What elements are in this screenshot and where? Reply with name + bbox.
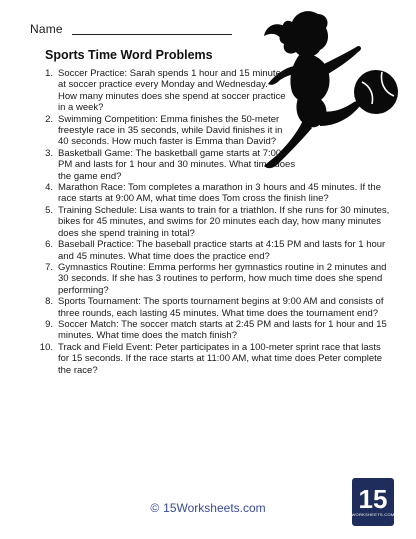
logo-caption: WORKSHEETS.COM: [351, 512, 395, 517]
copyright-icon: ©: [150, 501, 160, 515]
problem-text: Soccer Match: The soccer match starts at 2:45 PM and lasts for 1 hour and 15 minutes. What time does the match finish?: [58, 318, 387, 342]
problem-item: [36, 68, 286, 114]
problem-item: [36, 114, 286, 148]
problem-number: 6.: [45, 239, 53, 251]
problem-item: [36, 342, 391, 376]
worksheet-title: Sports Time Word Problems: [45, 48, 213, 62]
problem-item: [36, 262, 391, 296]
word-problem-list: [36, 68, 391, 376]
name-field: [30, 22, 232, 36]
problem-text: Soccer Practice: Sarah spends 1 hour and 15 minutes at soccer practice every Monday and Wednesday. How many minutes does she spend at soccer practice in a week?: [58, 68, 286, 114]
problem-number: 9.: [45, 318, 53, 330]
problem-number: 5.: [45, 204, 53, 216]
problem-item: [36, 296, 391, 319]
problem-text: Baseball Practice: The baseball practice starts at 4:15 PM and lasts for 1 hour and 45 minutes. What time does the practice end?: [58, 239, 386, 262]
name-blank-line: [72, 33, 232, 35]
problem-number: 3.: [45, 147, 53, 159]
problem-number: 4.: [45, 182, 53, 194]
problem-item: [36, 319, 391, 342]
problem-text: Basketball Game: The basketball game starts at 7:00 PM and lasts for 1 hour and 30 minutes. What time does the game end?: [58, 147, 296, 182]
name-label: Name: [30, 22, 63, 36]
problem-number: 7.: [45, 261, 53, 273]
footer-site-link[interactable]: 15Worksheets.com: [163, 501, 266, 515]
problem-item: [36, 239, 391, 262]
problem-number: 8.: [45, 296, 53, 308]
problem-text: Track and Field Event: Peter participates in a 100-meter sprint race that lasts for 15 seconds. If the race starts at 11:00 AM, what time does Peter complete the race?: [58, 341, 383, 376]
problem-text: Gymnastics Routine: Emma performs her gymnastics routine in 2 minutes and 30 seconds. If she has 3 routines to perform, how much time does she spend performing?: [58, 261, 387, 296]
problem-number: 1.: [45, 68, 53, 79]
problem-number: 2.: [45, 113, 53, 125]
problem-number: 10.: [39, 341, 53, 353]
problem-text: Sports Tournament: The sports tournament begins at 9:00 AM and consists of three rounds, each lasting 45 minutes. What time does the tournament end?: [58, 296, 384, 319]
problem-text: Swimming Competition: Emma finishes the 50-meter freestyle race in 35 seconds, while David finishes it in 40 seconds. How much faster is Emma than David?: [58, 113, 283, 148]
problem-text: Training Schedule: Lisa wants to train for a triathlon. If she runs for 30 minutes, bikes for 45 minutes, and swims for 20 minutes each day, how many minutes does she spend training in total?: [58, 204, 390, 239]
problem-item: [36, 148, 296, 182]
problem-text: Marathon Race: Tom completes a marathon in 3 hours and 45 minutes. If the race starts at 9:00 AM, what time does Tom cross the finish line?: [58, 182, 381, 205]
problem-item: [36, 205, 391, 239]
problem-item: [36, 182, 391, 205]
brand-logo: [352, 478, 394, 526]
logo-number: 15: [358, 484, 388, 514]
